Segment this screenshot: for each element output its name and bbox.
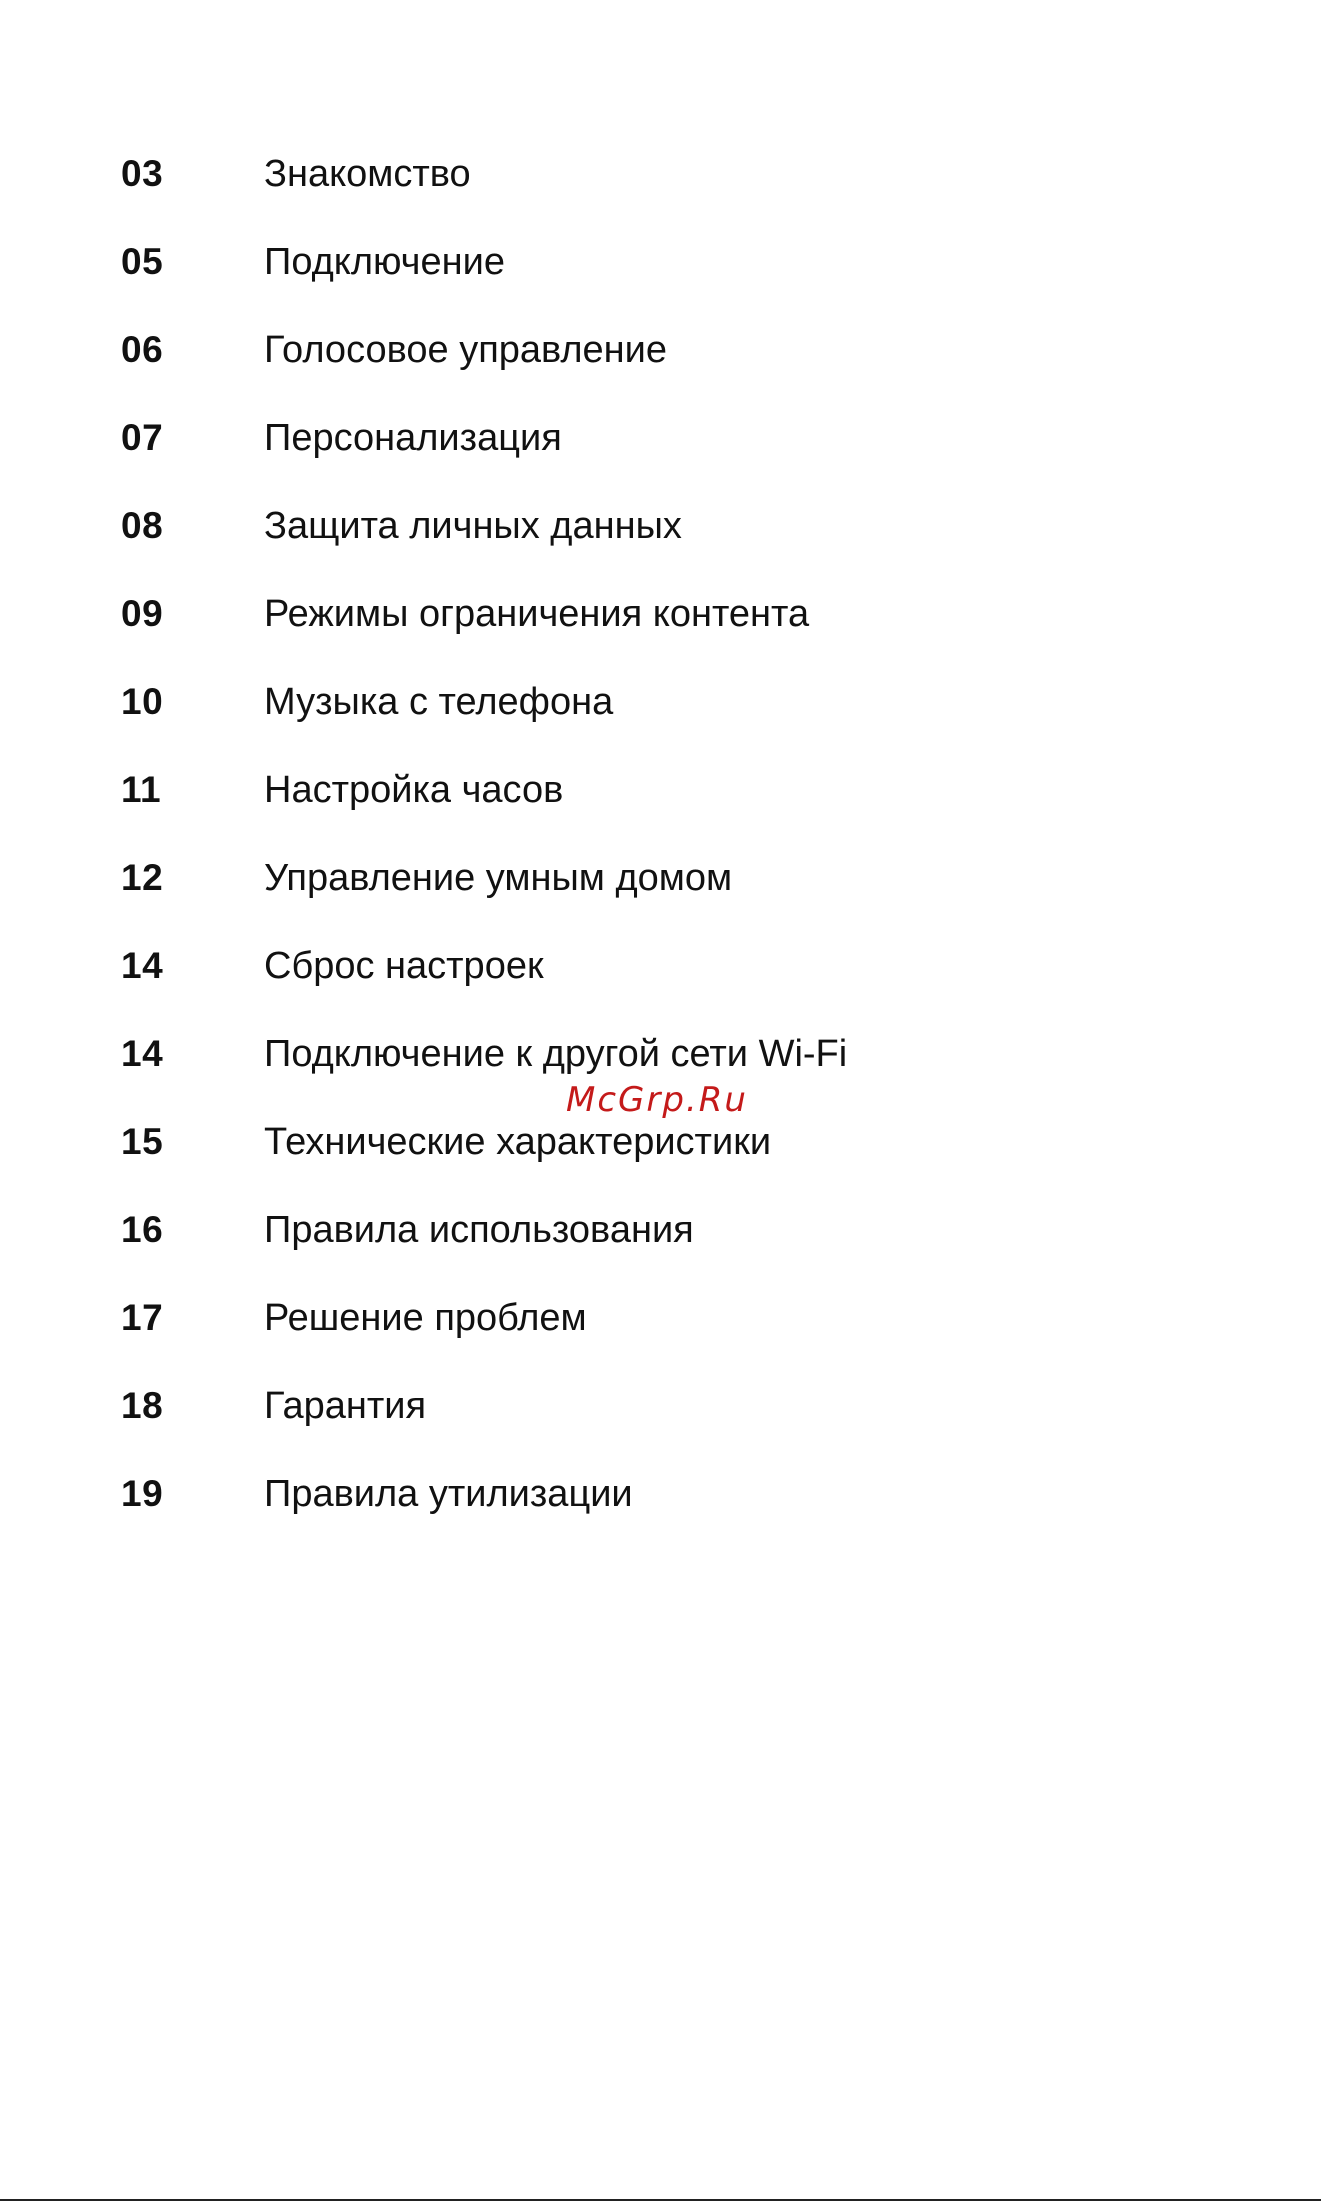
toc-item-rezhimy-ogranicheniya[interactable]: [0, 570, 1321, 658]
toc-title: Технические характеристики: [264, 1121, 772, 1163]
toc-page-number: 11: [121, 769, 162, 810]
toc-title: Правила использования: [264, 1209, 694, 1251]
toc-page-number: 17: [121, 1297, 164, 1338]
toc-page-number: 08: [121, 505, 164, 546]
toc-item-zashchita-dannyh[interactable]: [0, 482, 1321, 570]
toc-page-number: 12: [121, 857, 164, 898]
toc-page-number: 16: [121, 1209, 164, 1250]
toc-item-sbros-nastroek[interactable]: [0, 922, 1321, 1010]
toc-title: Сброс настроек: [264, 945, 544, 987]
toc-item-nastroyka-chasov[interactable]: [0, 746, 1321, 834]
toc-item-personalizatsiya[interactable]: [0, 394, 1321, 482]
toc-title: Гарантия: [264, 1385, 427, 1427]
toc-title: Режимы ограничения контента: [264, 593, 810, 635]
toc-page-number: 14: [121, 1033, 164, 1074]
toc-title: Знакомство: [264, 153, 471, 195]
toc-title: Управление умным домом: [264, 857, 733, 899]
toc-title: Настройка часов: [264, 769, 564, 811]
toc-page-number: 18: [121, 1385, 164, 1426]
toc-title: Защита личных данных: [264, 505, 682, 547]
toc-page-number: 06: [121, 329, 164, 370]
toc-title: Музыка с телефона: [264, 681, 614, 723]
toc-item-podklyuchenie[interactable]: [0, 218, 1321, 306]
toc-page-number: 10: [121, 681, 164, 722]
toc-title: Правила утилизации: [264, 1473, 633, 1515]
toc-title: Персонализация: [264, 417, 562, 459]
toc-title: Решение проблем: [264, 1297, 587, 1339]
toc-page-number: 03: [121, 153, 164, 194]
watermark: McGrp.Ru: [566, 1080, 748, 1120]
toc-title: Голосовое управление: [264, 329, 668, 371]
toc-page-number: 05: [121, 241, 164, 282]
toc-item-umnyy-dom[interactable]: [0, 834, 1321, 922]
toc-item-reshenie-problem[interactable]: [0, 1274, 1321, 1362]
toc-title: Подключение к другой сети Wi-Fi: [264, 1033, 848, 1075]
toc-page-number: 09: [121, 593, 164, 634]
toc-item-pravila-utilizatsii[interactable]: [0, 1450, 1321, 1538]
toc-page-number: 19: [121, 1473, 164, 1514]
toc-page-number: 15: [121, 1121, 164, 1162]
toc-title: Подключение: [264, 241, 505, 283]
toc-page-number: 14: [121, 945, 164, 986]
toc-item-muzyka-s-telefona[interactable]: [0, 658, 1321, 746]
toc-page-number: 07: [121, 417, 164, 458]
toc-item-garantiya[interactable]: [0, 1362, 1321, 1450]
toc-item-pravila-ispolzovaniya[interactable]: [0, 1186, 1321, 1274]
toc-item-golosovoe-upravlenie[interactable]: [0, 306, 1321, 394]
toc-item-znakomstvo[interactable]: [0, 130, 1321, 218]
